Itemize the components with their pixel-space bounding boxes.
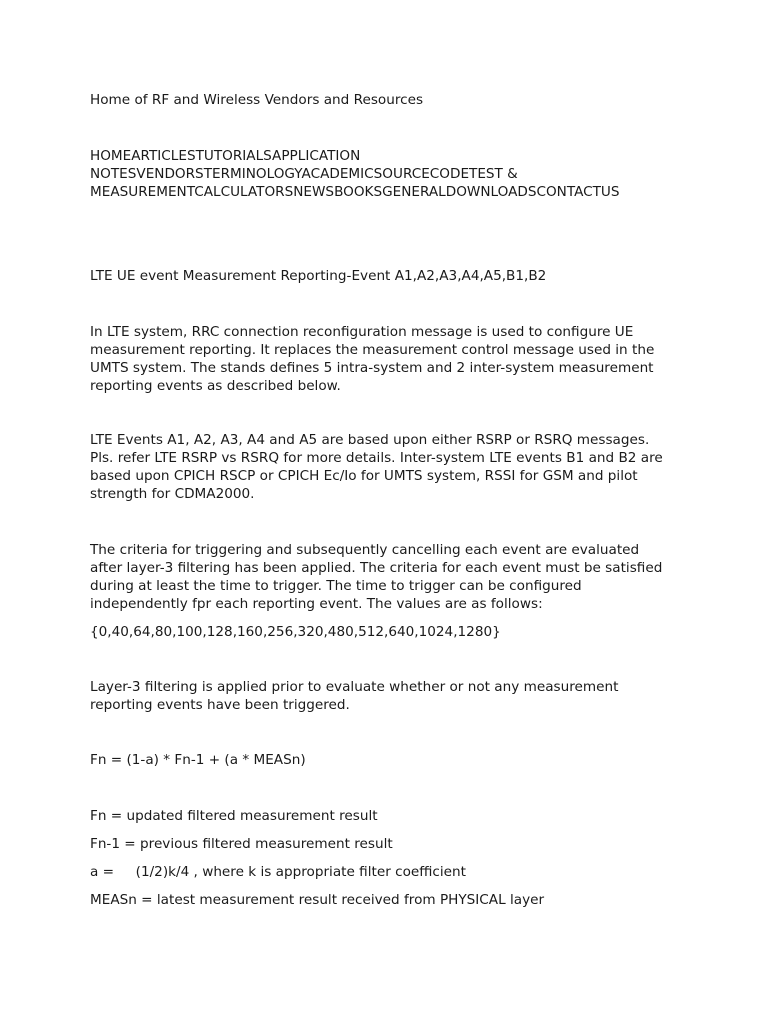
definition-a: a = (1/2)k/4 , where k is appropriate filter coefficient: [90, 864, 466, 880]
nav-line[interactable]: NOTESVENDORSTERMINOLOGYACADEMICSOURCECODETEST &: [90, 166, 518, 182]
paragraph-line: measurement reporting. It replaces the measurement control message used in the: [90, 342, 655, 358]
paragraph-line: The criteria for triggering and subsequently cancelling each event are evaluated: [90, 542, 640, 558]
nav-line[interactable]: HOMEARTICLESTUTORIALSAPPLICATION: [90, 148, 361, 164]
paragraph-line: Pls. refer LTE RSRP vs RSRQ for more details. Inter-system LTE events B1 and B2 are: [90, 450, 663, 466]
site-tagline: Home of RF and Wireless Vendors and Resources: [90, 92, 424, 108]
paragraph-line: LTE Events A1, A2, A3, A4 and A5 are based upon either RSRP or RSRQ messages.: [90, 432, 650, 448]
paragraph-line: during at least the time to trigger. The time to trigger can be configured: [90, 578, 582, 594]
paragraph-events: [90, 431, 690, 503]
paragraph-line: after layer-3 filtering has been applied. The criteria for each event must be satisfied: [90, 560, 663, 576]
paragraph-line: independently fpr each reporting event. The values are as follows:: [90, 596, 543, 612]
paragraph-line: strength for CDMA2000.: [90, 486, 255, 502]
time-to-trigger-values: {0,40,64,80,100,128,160,256,320,480,512,640,1024,1280}: [90, 624, 501, 640]
article-title: LTE UE event Measurement Reporting-Event A1,A2,A3,A4,A5,B1,B2: [90, 268, 547, 284]
filter-formula: Fn = (1-a) * Fn-1 + (a * MEASn): [90, 752, 306, 768]
definition-measn: MEASn = latest measurement result received from PHYSICAL layer: [90, 892, 545, 908]
paragraph-filtering: [90, 678, 690, 714]
definition-fn-1: Fn-1 = previous filtered measurement result: [90, 836, 393, 852]
definition-fn: Fn = updated filtered measurement result: [90, 808, 378, 824]
paragraph-line: UMTS system. The stands defines 5 intra-system and 2 inter-system measurement: [90, 360, 654, 376]
paragraph-line: based upon CPICH RSCP or CPICH Ec/Io for UMTS system, RSSI for GSM and pilot: [90, 468, 638, 484]
paragraph-criteria: [90, 541, 690, 613]
paragraph-intro: [90, 323, 690, 395]
paragraph-line: reporting events as described below.: [90, 378, 341, 394]
nav-menu[interactable]: [90, 147, 690, 201]
paragraph-line: Layer-3 filtering is applied prior to evaluate whether or not any measurement: [90, 679, 619, 695]
nav-line[interactable]: MEASUREMENTCALCULATORSNEWSBOOKSGENERALDOWNLOADSCONTACTUS: [90, 184, 620, 200]
paragraph-line: In LTE system, RRC connection reconfiguration message is used to configure UE: [90, 324, 634, 340]
paragraph-line: reporting events have been triggered.: [90, 697, 350, 713]
